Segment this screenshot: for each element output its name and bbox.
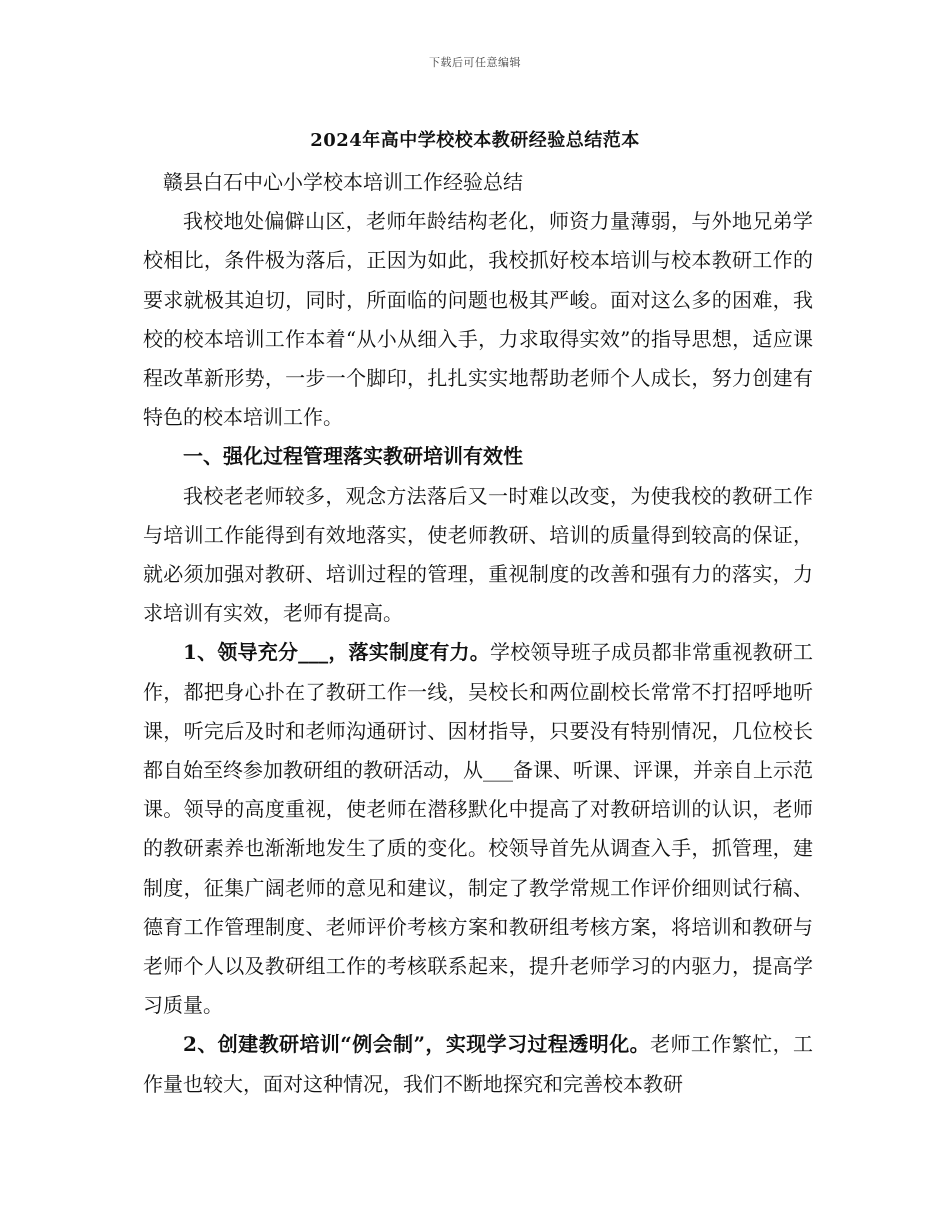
item2-lead: 2、创建教研培训“例会制”，实现学习过程透明化。: [183, 1032, 651, 1057]
item2-text: 老师工作繁忙，工作量也较大，面对这种情况，我们不断地探究和完善校本教研: [143, 1032, 813, 1096]
item1-lead: 1、领导充分___，落实制度有力。: [183, 640, 490, 665]
intro-paragraph: 我校地处偏僻山区，老师年龄结构老化，师资力量薄弱，与外地兄弟学校相比，条件极为落后，正因为如此，我校抓好校本培训与校本教研工作的要求就极其迫切，同时，所面临的问题也极其严峻。面对这么多的困难，我校的校本培训工作本着“从小从细入手，力求取得实效”的指导思想，适应课程改革新形势，一步一个脚印，扎扎实实地帮助老师个人成长，努力创建有特色的校本培训工作。: [143, 209, 813, 430]
document-subtitle: 赣县白石中心小学校本培训工作经验总结: [163, 170, 523, 194]
section1-paragraph: 我校老老师较多，观念方法落后又一时难以改变，为使我校的教研工作与培训工作能得到有效地落实，使老师教研、培训的质量得到较高的保证，就必须加强对教研、培训过程的管理，重视制度的改善和强有力的落实，力求培训有实效，老师有提高。: [143, 483, 813, 626]
section1-heading: 一、强化过程管理落实教研培训有效性: [183, 444, 523, 469]
document-body: [143, 163, 813, 1104]
item2-paragraph: [143, 1025, 813, 1103]
item1-text: 学校领导班子成员都非常重视教研工作，都把身心扑在了教研工作一线，吴校长和两位副校长常常不打招呼地听课，听完后及时和老师沟通研讨、因材指导，只要没有特别情况，几位校长都自始至终参加教研组的教研活动，从___备课、听课、评课，并亲自上示范课。领导的高度重视，使老师在潜移默化中提高了对教研培训的认识，老师的教研素养也渐渐地发生了质的变化。校领导首先从调查入手，抓管理，建制度，征集广阔老师的意见和建议，制定了教学常规工作评价细则试行稿、德育工作管理制度、老师评价考核方案和教研组考核方案，将培训和教研与老师个人以及教研组工作的考核联系起来，提升老师学习的内驱力，提高学习质量。: [143, 640, 814, 1018]
header-note: 下载后可任意编辑: [429, 56, 521, 69]
document-title: 2024年高中学校校本教研经验总结范本: [310, 130, 640, 151]
item1-paragraph: [143, 633, 813, 1025]
